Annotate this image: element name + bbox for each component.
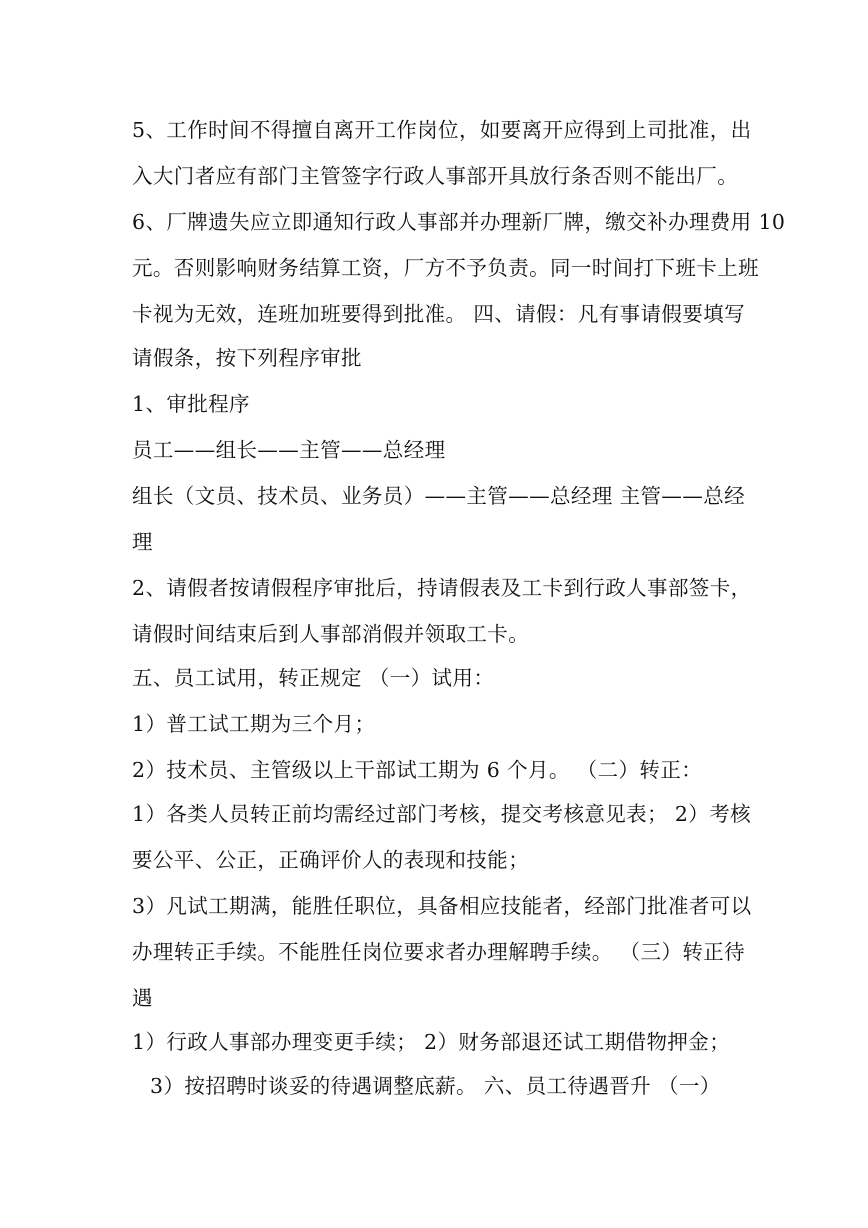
text-line: 员工——组长——主管——总经理 [132, 438, 446, 462]
text-line: 要公平、公正，正确评价人的表现和技能； [132, 848, 530, 872]
text-line: 组长（文员、技术员、业务员）——主管——总经理 主管——总经 [132, 484, 746, 508]
text-line: 卡视为无效，连班加班要得到批准。 四、请假：凡有事请假要填写 [132, 302, 746, 326]
text-line: 1）各类人员转正前均需经过部门考核，提交考核意见表； 2）考核 [132, 802, 751, 826]
text-line: 3）按招聘时谈妥的待遇调整底薪。 六、员工待遇晋升 （一） [150, 1074, 721, 1098]
text-line: 元。否则影响财务结算工资，厂方不予负责。同一时间打下班卡上班 [132, 256, 759, 280]
text-line: 理 [132, 530, 153, 554]
text-line: 3）凡试工期满，能胜任职位，具备相应技能者，经部门批准者可以 [132, 894, 752, 918]
text-line: 办理转正手续。不能胜任岗位要求者办理解聘手续。 （三）转正待 [132, 940, 746, 964]
text-line: 1）普工试工期为三个月； [132, 712, 376, 736]
text-line: 1、审批程序 [132, 392, 250, 416]
text-line: 2、请假者按请假程序审批后，持请假表及工卡到行政人事部签卡， [132, 576, 752, 600]
text-line: 5、工作时间不得擅自离开工作岗位，如要离开应得到上司批准，出 [132, 118, 752, 142]
text-line: 入大门者应有部门主管签字行政人事部开具放行条否则不能出厂。 [132, 164, 739, 188]
text-line: 2）技术员、主管级以上干部试工期为 6 个月。 （二）转正： [132, 758, 703, 782]
text-line: 请假条，按下列程序审批 [132, 346, 362, 370]
text-line: 1）行政人事部办理变更手续； 2）财务部退还试工期借物押金； [132, 1030, 731, 1054]
text-line: 请假时间结束后到人事部消假并领取工卡。 [132, 622, 530, 646]
text-line: 遇 [132, 986, 153, 1010]
text-line: 6、厂牌遗失应立即通知行政人事部并办理新厂牌，缴交补办理费用 10 [132, 210, 786, 234]
section-heading: 五、员工试用，转正规定 （一）试用： [132, 666, 495, 690]
